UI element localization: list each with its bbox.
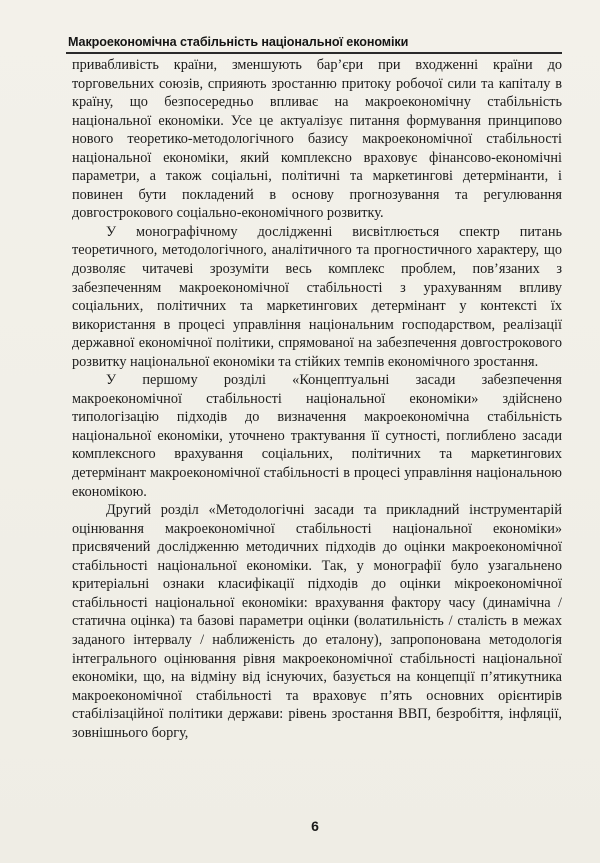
paragraph-monograph-scope: У монографічному дослідженні висвітлюється спектр питань теоретичного, методологічного, аналітичного та прогностичного характеру, що дозволяє читачеві зрозуміти весь комплекс проблем, пов’язаних з забезпеченням макроекономічної стабільності з урахуванням впливу соціальних, політичних та маркетингових детермінант у контексті їх використання в процесі управління національним господарством, реалізації державної економічної політики, спрямованої на забезпечення довгострокового розвитку національної економіки та стійких темпів економічного зростання.	[72, 223, 562, 370]
body-text	[72, 56, 562, 742]
running-header-title: Макроекономічна стабільність національної економіки	[68, 35, 409, 49]
page-number: 6	[311, 818, 319, 834]
paragraph-first-section: У першому розділі «Концептуальні засади забезпечення макроекономічної стабільності національної економіки» здійснено типологізацію підходів до визначення макроекономічна стабільність національної економіки, уточнено трактування її сутності, поглиблено засади комплексного врахування соціальних, політичних та маркетингових детермінант макроекономічної стабільності в процесі управління національною економікою.	[72, 372, 562, 500]
paragraph-second-section: Другий розділ «Методологічні засади та прикладний інструментарій оцінювання макроекономічної стабільності національної економіки» присвячений дослідженню методичних підходів до оцінки макроекономічної стабільності національної економіки. Так, у монографії було узагальнено критеріальні ознаки класифікації підходів до оцінки мікроекономічної стабільності національної економіки: врахування фактору часу (динамічна / статична оцінка) та базові параметри оцінки (волатильність / сталість в межах заданого інтервалу / наближеність до еталону), запропонована методологія інтегрального оцінювання рівня макроекономічної стабільності національної економіки, що, на відміну від існуючих, базується на концепції п’ятикутника макроекономічної стабільності та враховує п’ять основних орієнтирів стабілізаційної політики держави: рівень зростання ВВП, безробіття, інфляції, зовнішнього боргу,	[72, 502, 562, 741]
paragraph-continuation: привабливість країни, зменшують бар’єри при входженні країни до торговельних союзів, сприяють зростанню притоку робочої сили та капіталу в країну, що безпосередньо впливає на макроекономічну стабільність національної економіки. Усе це актуалізує питання формування принципово нового теоретико-методологічного базису макроекономічної стабільності національної економіки, який комплексно враховує фінансово-економічні параметри, а також соціальні, політичні та маркетингові детермінанти, і повинен бути покладений в основу прогнозування та регулювання довгострокового соціально-економічного розвитку.	[72, 57, 562, 222]
running-header	[66, 26, 562, 54]
